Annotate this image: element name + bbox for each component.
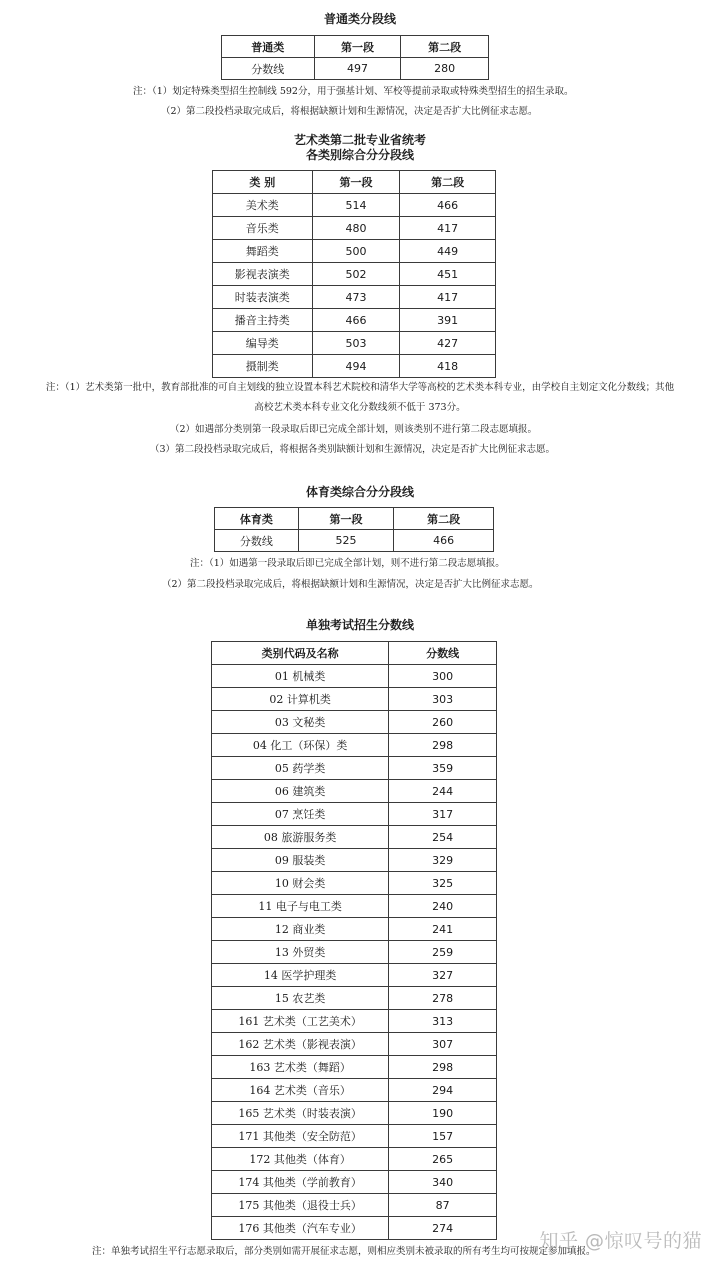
row-label-cell: 15 农艺类 <box>212 987 389 1010</box>
score-cell: 317 <box>389 803 497 826</box>
general-title: 普通类分段线 <box>323 12 396 26</box>
table-header-row <box>213 171 496 194</box>
score-cell: 298 <box>389 734 497 757</box>
watermark: 知乎 @惊叹号的猫 <box>539 1230 702 1252</box>
art-title-line2: 各类别综合分分段线 <box>305 148 414 162</box>
score-cell: 294 <box>389 1079 497 1102</box>
art-note-1 <box>4 378 716 418</box>
score-cell: 300 <box>389 665 497 688</box>
table-row <box>213 217 496 240</box>
row-label-cell: 11 电子与电工类 <box>212 895 389 918</box>
table-row <box>212 803 497 826</box>
table-row <box>213 263 496 286</box>
score-cell: 157 <box>389 1125 497 1148</box>
column-header: 第二段 <box>400 171 496 194</box>
score-cell: 525 <box>298 530 394 552</box>
column-header: 第二段 <box>394 508 494 530</box>
row-label-cell: 05 药学类 <box>212 757 389 780</box>
row-label-cell: 172 其他类（体育） <box>212 1148 389 1171</box>
score-cell: 280 <box>401 58 489 80</box>
row-label-cell: 02 计算机类 <box>212 688 389 711</box>
table-row <box>213 286 496 309</box>
table-row <box>212 734 497 757</box>
score-cell: 241 <box>389 918 497 941</box>
row-label-cell: 07 烹饪类 <box>212 803 389 826</box>
table-row <box>213 194 496 217</box>
table-row <box>212 964 497 987</box>
table-row <box>222 58 489 80</box>
column-header: 第一段 <box>312 171 400 194</box>
table-row <box>212 688 497 711</box>
table-row <box>212 1010 497 1033</box>
row-label-cell: 09 服装类 <box>212 849 389 872</box>
table-row <box>213 309 496 332</box>
table-row <box>212 1217 497 1240</box>
score-cell: 298 <box>389 1056 497 1079</box>
single-note: 注：单独考试招生平行志愿录取后，部分类别如需开展征求志愿，则相应类别未被录取的所有考生均可按规定参加填报。 <box>92 1246 596 1257</box>
row-label-cell: 161 艺术类（工艺美术） <box>212 1010 389 1033</box>
table-row <box>212 1125 497 1148</box>
sports-title: 体育类综合分分段线 <box>305 485 414 499</box>
score-cell: 278 <box>389 987 497 1010</box>
score-cell: 265 <box>389 1148 497 1171</box>
row-label-cell: 摄制类 <box>213 355 313 378</box>
row-label-cell: 175 其他类（退役士兵） <box>212 1194 389 1217</box>
art-table <box>212 170 496 378</box>
single-table <box>211 641 497 1240</box>
table-row <box>212 849 497 872</box>
table-row <box>212 1056 497 1079</box>
row-label-cell: 13 外贸类 <box>212 941 389 964</box>
general-table <box>221 35 489 80</box>
table-row <box>212 872 497 895</box>
row-label-cell: 时装表演类 <box>213 286 313 309</box>
score-cell: 417 <box>400 217 496 240</box>
row-label-cell: 176 其他类（汽车专业） <box>212 1217 389 1240</box>
score-cell: 254 <box>389 826 497 849</box>
table-row <box>212 1171 497 1194</box>
table-row <box>212 1079 497 1102</box>
column-header: 普通类 <box>222 36 315 58</box>
table-row <box>212 711 497 734</box>
table-row <box>212 1194 497 1217</box>
table-header-row <box>215 508 494 530</box>
row-label-cell: 美术类 <box>213 194 313 217</box>
score-cell: 466 <box>394 530 494 552</box>
column-header: 分数线 <box>389 642 497 665</box>
row-label-cell: 04 化工（环保）类 <box>212 734 389 757</box>
sports-table <box>214 507 494 552</box>
row-label-cell: 编导类 <box>213 332 313 355</box>
score-cell: 391 <box>400 309 496 332</box>
score-cell: 313 <box>389 1010 497 1033</box>
sports-note-2: （2）第二段投档录取完成后，将根据缺额计划和生源情况，决定是否扩大比例征求志愿。 <box>162 579 539 590</box>
art-note-1-line2: 高校艺术类本科专业文化分数线须不低于 373分。 <box>254 402 466 413</box>
score-cell: 303 <box>389 688 497 711</box>
table-row <box>213 332 496 355</box>
row-label-cell: 14 医学护理类 <box>212 964 389 987</box>
row-label-cell: 171 其他类（安全防范） <box>212 1125 389 1148</box>
table-header-row <box>222 36 489 58</box>
single-title: 单独考试招生分数线 <box>305 618 414 632</box>
score-cell: 451 <box>400 263 496 286</box>
art-title-line1: 艺术类第二批专业省统考 <box>293 133 426 147</box>
table-row <box>212 987 497 1010</box>
score-cell: 240 <box>389 895 497 918</box>
table-row <box>213 355 496 378</box>
score-cell: 514 <box>312 194 400 217</box>
table-row <box>212 757 497 780</box>
score-cell: 307 <box>389 1033 497 1056</box>
row-label-cell: 舞蹈类 <box>213 240 313 263</box>
column-header: 第一段 <box>298 508 394 530</box>
table-row <box>212 1148 497 1171</box>
row-label-cell: 10 财会类 <box>212 872 389 895</box>
score-cell: 340 <box>389 1171 497 1194</box>
table-row <box>212 665 497 688</box>
column-header: 类 别 <box>213 171 313 194</box>
score-cell: 502 <box>312 263 400 286</box>
table-row <box>212 826 497 849</box>
row-label-cell: 01 机械类 <box>212 665 389 688</box>
table-row <box>212 895 497 918</box>
score-cell: 449 <box>400 240 496 263</box>
general-note-1: 注：（1）划定特殊类型招生控制线 592分，用于强基计划、军校等提前录取或特殊类型招生的招生录取。 <box>133 86 574 97</box>
score-cell: 190 <box>389 1102 497 1125</box>
row-label-cell: 162 艺术类（影视表演） <box>212 1033 389 1056</box>
row-label-cell: 分数线 <box>222 58 315 80</box>
table-row <box>212 1033 497 1056</box>
score-cell: 87 <box>389 1194 497 1217</box>
score-cell: 329 <box>389 849 497 872</box>
score-cell: 500 <box>312 240 400 263</box>
score-cell: 260 <box>389 711 497 734</box>
score-cell: 259 <box>389 941 497 964</box>
row-label-cell: 03 文秘类 <box>212 711 389 734</box>
table-row <box>212 918 497 941</box>
score-cell: 427 <box>400 332 496 355</box>
row-label-cell: 音乐类 <box>213 217 313 240</box>
score-cell: 503 <box>312 332 400 355</box>
column-header: 类别代码及名称 <box>212 642 389 665</box>
table-row <box>212 1102 497 1125</box>
score-cell: 274 <box>389 1217 497 1240</box>
art-note-3: （3）第二段投档录取完成后，将根据各类别缺额计划和生源情况，决定是否扩大比例征求志愿。 <box>150 444 556 455</box>
row-label-cell: 12 商业类 <box>212 918 389 941</box>
row-label-cell: 影视表演类 <box>213 263 313 286</box>
score-cell: 466 <box>312 309 400 332</box>
score-cell: 327 <box>389 964 497 987</box>
score-cell: 473 <box>312 286 400 309</box>
row-label-cell: 174 其他类（学前教育） <box>212 1171 389 1194</box>
row-label-cell: 08 旅游服务类 <box>212 826 389 849</box>
score-cell: 244 <box>389 780 497 803</box>
sports-note-1: 注：（1）如遇第一段录取后即已完成全部计划，则不进行第二段志愿填报。 <box>190 558 505 569</box>
row-label-cell: 分数线 <box>215 530 299 552</box>
score-cell: 418 <box>400 355 496 378</box>
table-header-row <box>212 642 497 665</box>
general-note-2: （2）第二段投档录取完成后，将根据缺额计划和生源情况，决定是否扩大比例征求志愿。 <box>161 106 538 117</box>
row-label-cell: 164 艺术类（音乐） <box>212 1079 389 1102</box>
score-cell: 359 <box>389 757 497 780</box>
score-cell: 417 <box>400 286 496 309</box>
row-label-cell: 播音主持类 <box>213 309 313 332</box>
column-header: 第一段 <box>314 36 401 58</box>
column-header: 第二段 <box>401 36 489 58</box>
score-cell: 466 <box>400 194 496 217</box>
row-label-cell: 06 建筑类 <box>212 780 389 803</box>
score-cell: 494 <box>312 355 400 378</box>
table-row <box>212 941 497 964</box>
score-cell: 480 <box>312 217 400 240</box>
row-label-cell: 163 艺术类（舞蹈） <box>212 1056 389 1079</box>
score-cell: 497 <box>314 58 401 80</box>
table-row <box>212 780 497 803</box>
score-cell: 325 <box>389 872 497 895</box>
art-note-1-line1: 注：（1）艺术类第一批中，教育部批准的可自主划线的独立设置本科艺术院校和清华大学等高校的艺术类本科专业，由学校自主划定文化分数线；其他 <box>45 382 675 393</box>
row-label-cell: 165 艺术类（时装表演） <box>212 1102 389 1125</box>
table-row <box>215 530 494 552</box>
art-note-2: （2）如遇部分类别第一段录取后即已完成全部计划，则该类别不进行第二段志愿填报。 <box>170 424 538 435</box>
table-row <box>213 240 496 263</box>
column-header: 体育类 <box>215 508 299 530</box>
